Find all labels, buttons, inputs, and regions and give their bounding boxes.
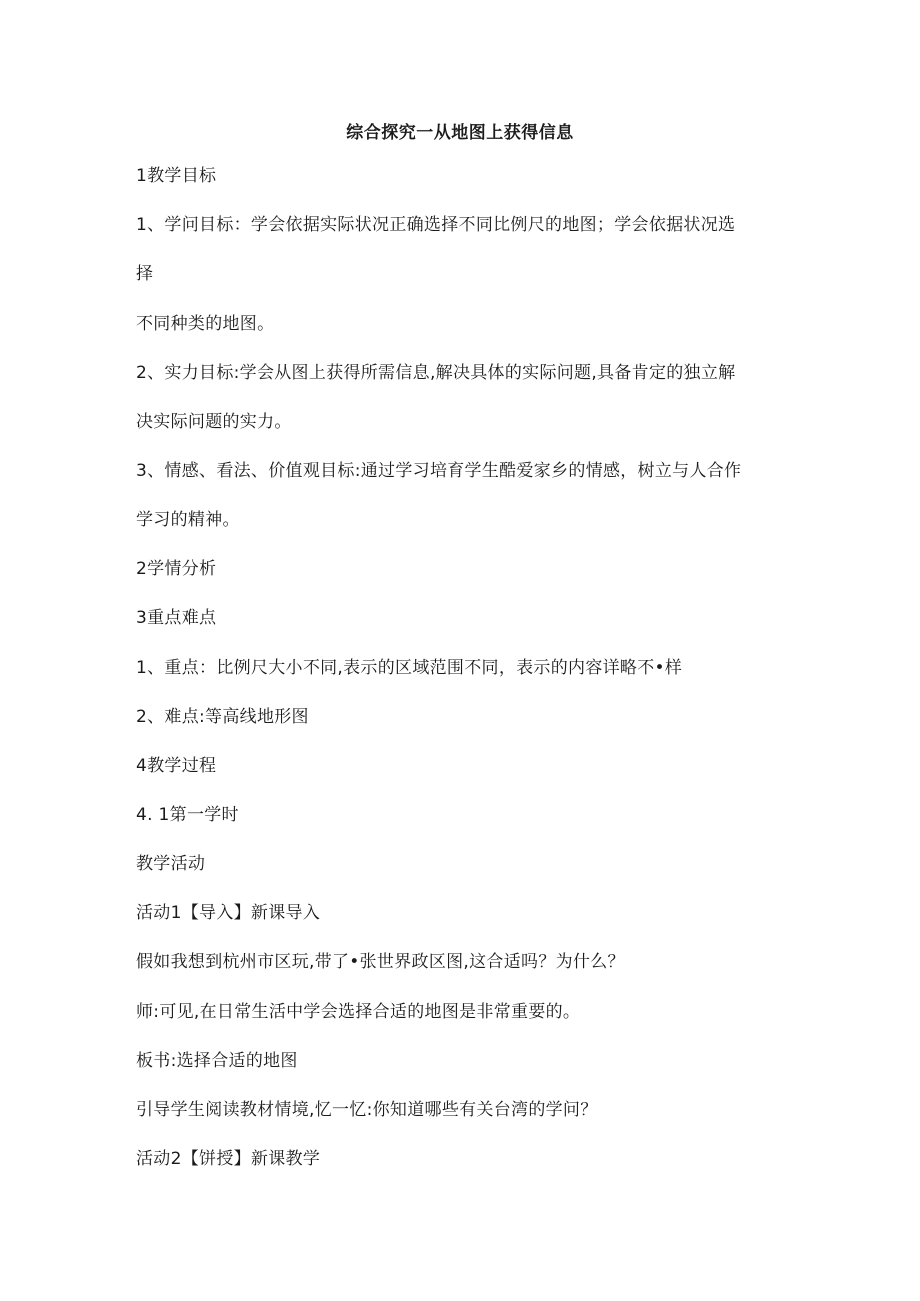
activity-heading: 活动2【饼授】新课教学 xyxy=(136,1149,321,1169)
paragraph-line: 不同种类的地图。 xyxy=(136,314,275,334)
paragraph-line: 师:可见,在日常生活中学会选择合适的地图是非常重要的。 xyxy=(136,1002,581,1022)
section-heading-key-points: 3重点难点 xyxy=(136,608,217,628)
activity-heading: 活动1【导入】新课导入 xyxy=(136,903,321,923)
paragraph-line: 择 xyxy=(136,264,154,284)
document-title: 综合探究一从地图上获得信息 xyxy=(346,123,574,143)
paragraph-line: 1、重点：比例尺大小不同,表示的区域范围不同，表示的内容详略不•样 xyxy=(136,658,683,678)
paragraph-line: 1、学问目标：学会依据实际状况正确选择不同比例尺的地图；学会依据状况选 xyxy=(136,215,736,235)
paragraph-line: 板书:选择合适的地图 xyxy=(136,1051,298,1071)
section-heading-teaching-goals: 1教学目标 xyxy=(136,166,217,186)
section-heading-learning-analysis: 2学情分析 xyxy=(136,559,217,579)
section-heading-teaching-process: 4教学过程 xyxy=(136,756,217,776)
paragraph-line: 决实际问题的实力。 xyxy=(136,412,292,432)
paragraph-line: 3、情感、看法、价值观目标:通过学习培育学生酷爱家乡的情感，树立与人合作 xyxy=(136,461,742,481)
paragraph-line: 学习的精神。 xyxy=(136,510,240,530)
paragraph-line: 引导学生阅读教材情境,忆一忆:你知道哪些有关台湾的学问？ xyxy=(136,1100,598,1120)
subsection-heading: 4. 1第一学时 xyxy=(136,805,239,825)
paragraph-line: 教学活动 xyxy=(136,854,206,874)
paragraph-line: 假如我想到杭州市区玩,带了•张世界政区图,这合适吗？为什么？ xyxy=(136,952,625,972)
paragraph-line: 2、实力目标:学会从图上获得所需信息,解决具体的实际问题,具备肯定的独立解 xyxy=(136,363,736,383)
paragraph-line: 2、难点:等高线地形图 xyxy=(136,707,309,727)
